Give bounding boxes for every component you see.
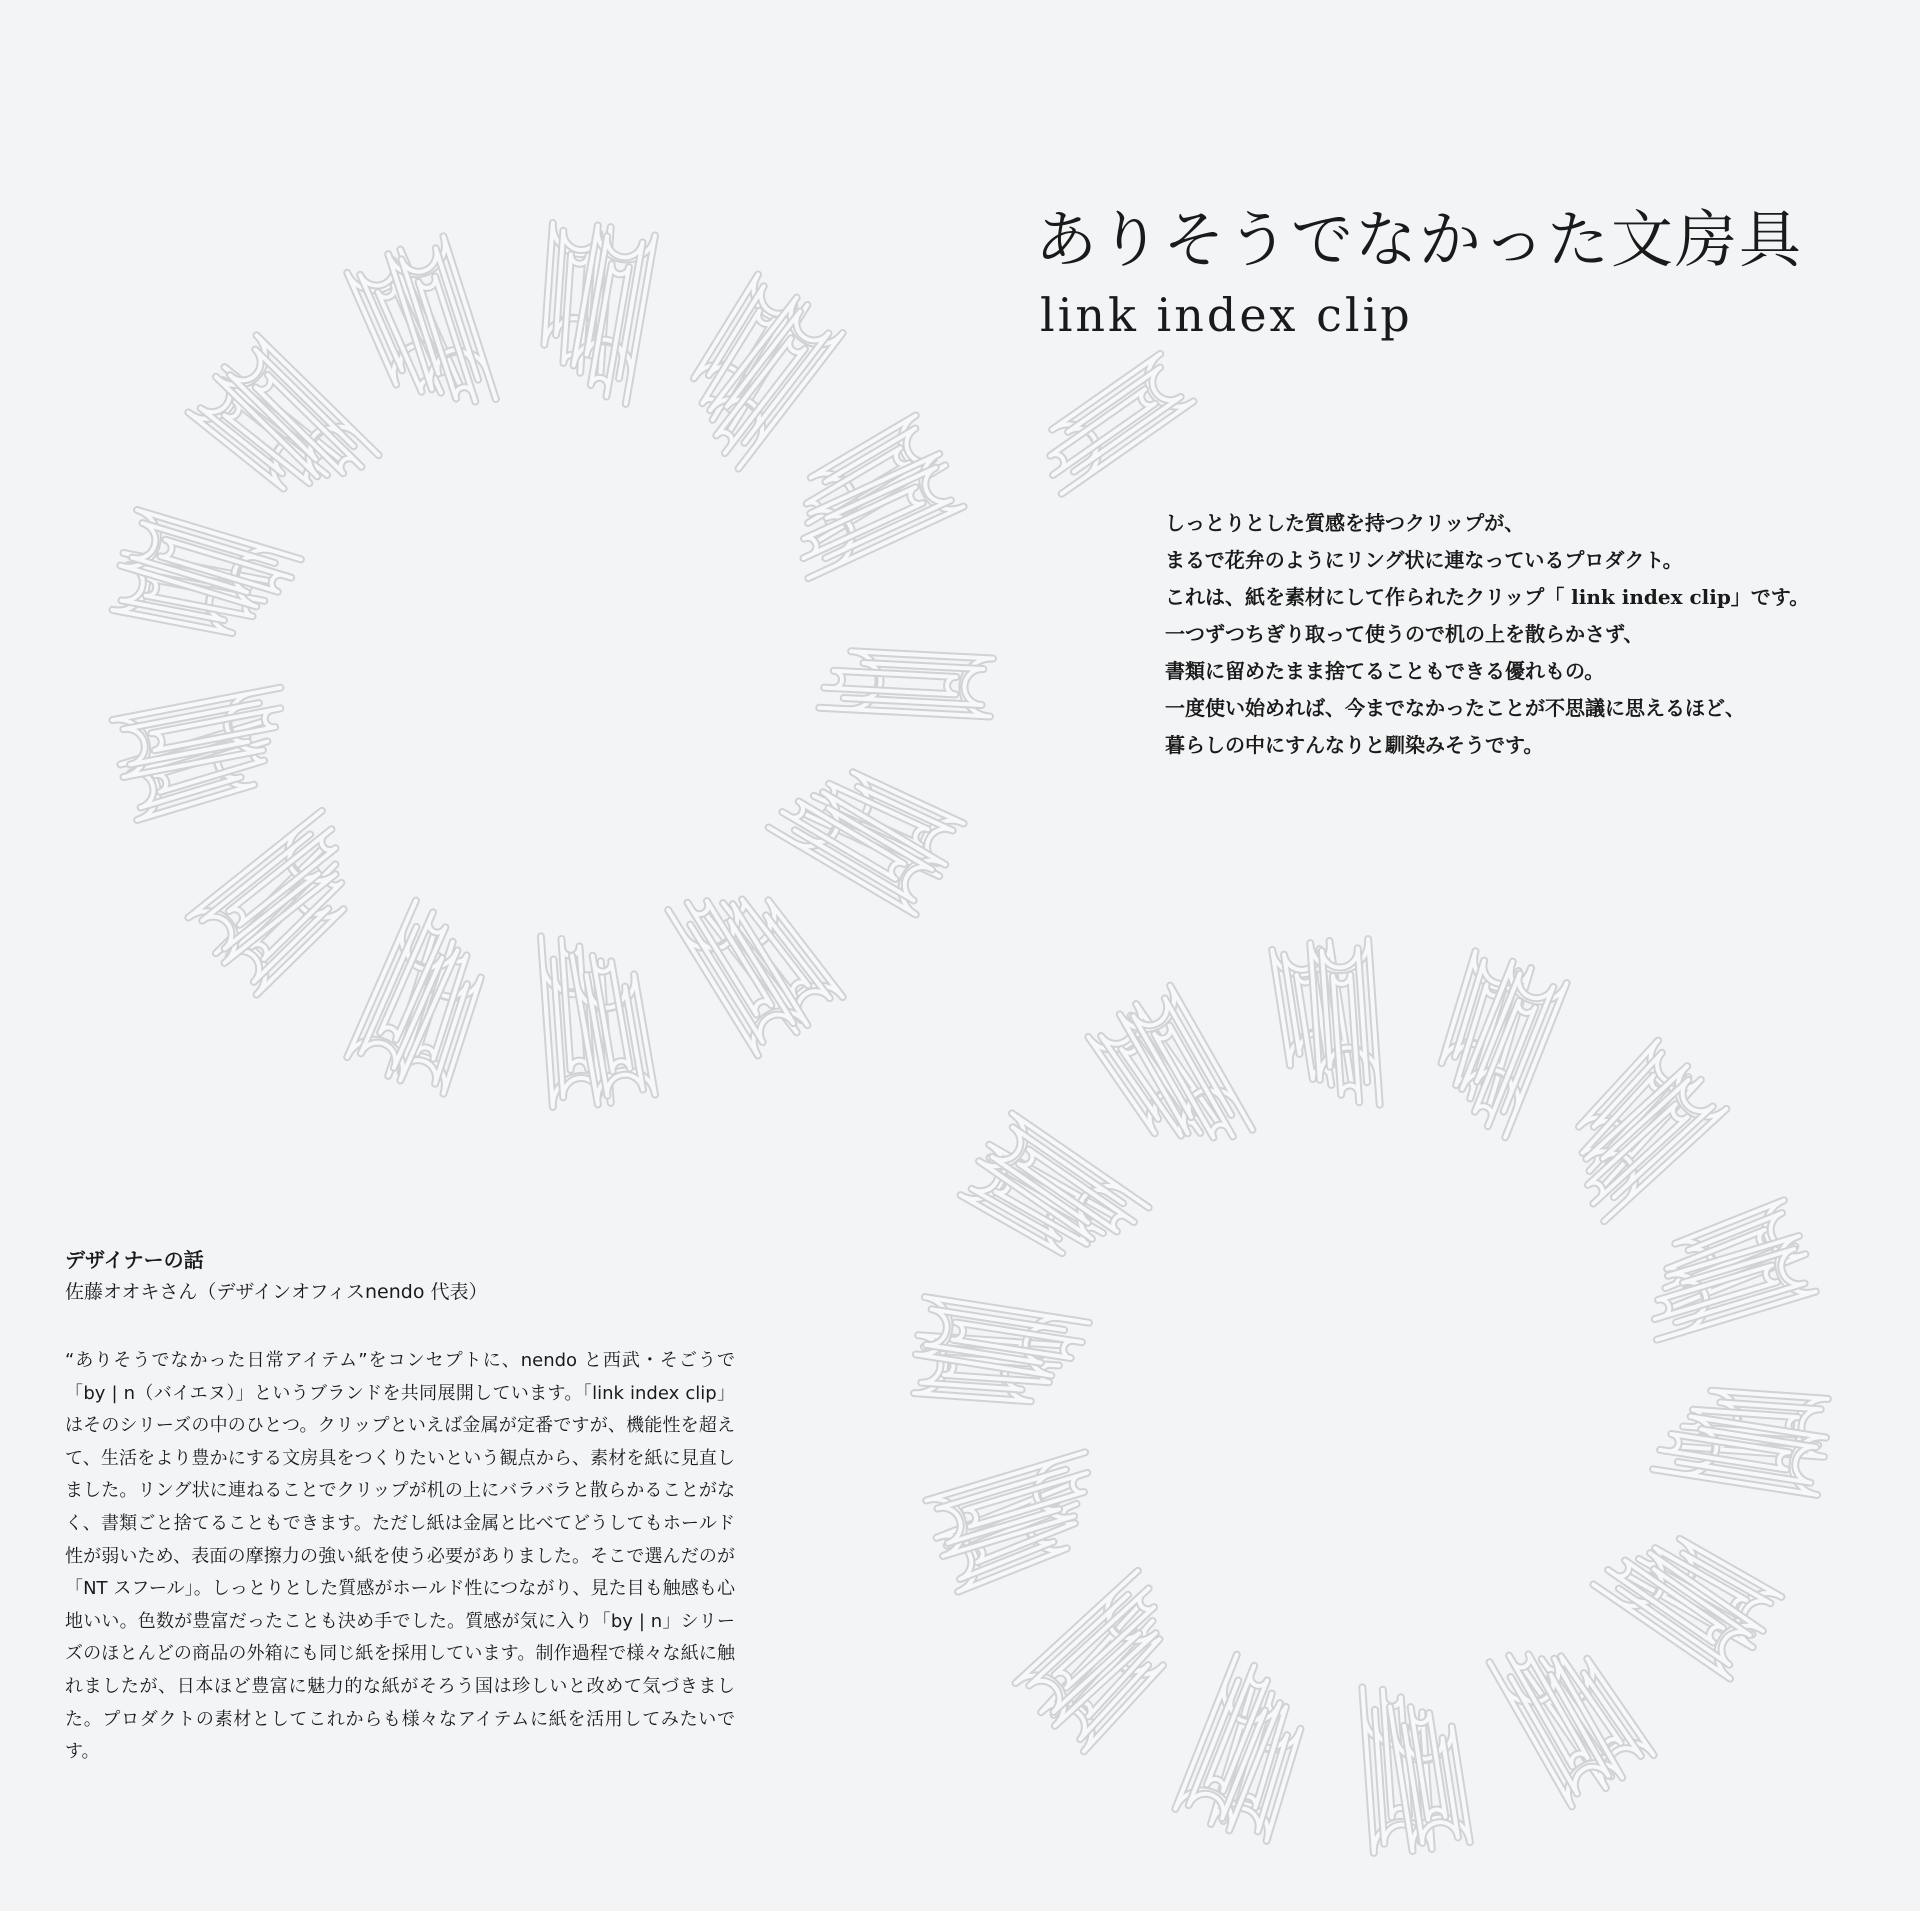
paper-clip (668, 880, 807, 1056)
designer-name: 佐藤オオキさん（デザインオフィスnendo 代表） (65, 1281, 488, 1303)
designer-heading: デザイナーの話 (65, 1248, 204, 1272)
intro-line: まるで花弁のようにリング状に連なっているプロダクト。 (1165, 548, 1683, 572)
intro-line: しっとりとした質感を持つクリップが、 (1165, 511, 1525, 535)
intro-line: 書類に留めたまま捨てることもできる優れもの。 (1165, 659, 1605, 683)
designer-body: “ありそうでなかった日常アイテム”をコンセプトに、nendo と西武・そごうで「by | n（バイエヌ）」というブランドを共同展開しています。「link index clip」はそのシリーズの中のひとつ。クリップといえば金属が定番ですが、機能性を超えて、生活をより豊かにする文房具をつくりたいという観点から、素材を紙に見直しました。リング状に連ねることでクリップが机の上にバラバラと散らかることがなく、書類ごと捨てることもできます。ただし紙は金属と比べてどうしてもホールド性が弱いため、表面の摩擦力の強い紙を使う必要がありました。そこで選んだのが「NT スフール」。しっとりとした質感がホールド性につながり、見た目も触感も心地いい。色数が豊富だったことも決め手でした。質感が気に入り「by | n」シリーズのほとんどの商品の外箱にも同じ紙を採用しています。制作過程で様々な紙に触れましたが、日本ほど豊富に魅力的な紙がそろう国は珍しいと改めて気づきました。プロダクトの素材としてこれからも様々なアイテムに紙を活用してみたいです。 (65, 1350, 735, 1763)
paper-clip (819, 650, 993, 717)
page-title: ありそうでなかった文房具 (1035, 203, 1804, 276)
designer-comment (65, 1245, 735, 1769)
intro-line: 暮らしの中にすんなりと馴染みそうです。 (1165, 733, 1544, 757)
clip-ring-bottom-right (914, 939, 1828, 1853)
paper-clip (347, 901, 469, 1081)
product-name: link index clip (1040, 288, 1413, 342)
intro-text (1165, 505, 1885, 764)
intro-line: これは、紙を素材にして作られたクリップ「 link index clip」です。 (1165, 585, 1810, 609)
clip-ring-top-left (112, 223, 1193, 1107)
paper-clip (1028, 354, 1193, 494)
intro-line: 一つずつちぎり取って使うので机の上を散らかさず、 (1165, 622, 1644, 646)
intro-line: 一度使い始めれば、今までなかったことが不思議に思えるほど、 (1165, 696, 1745, 720)
